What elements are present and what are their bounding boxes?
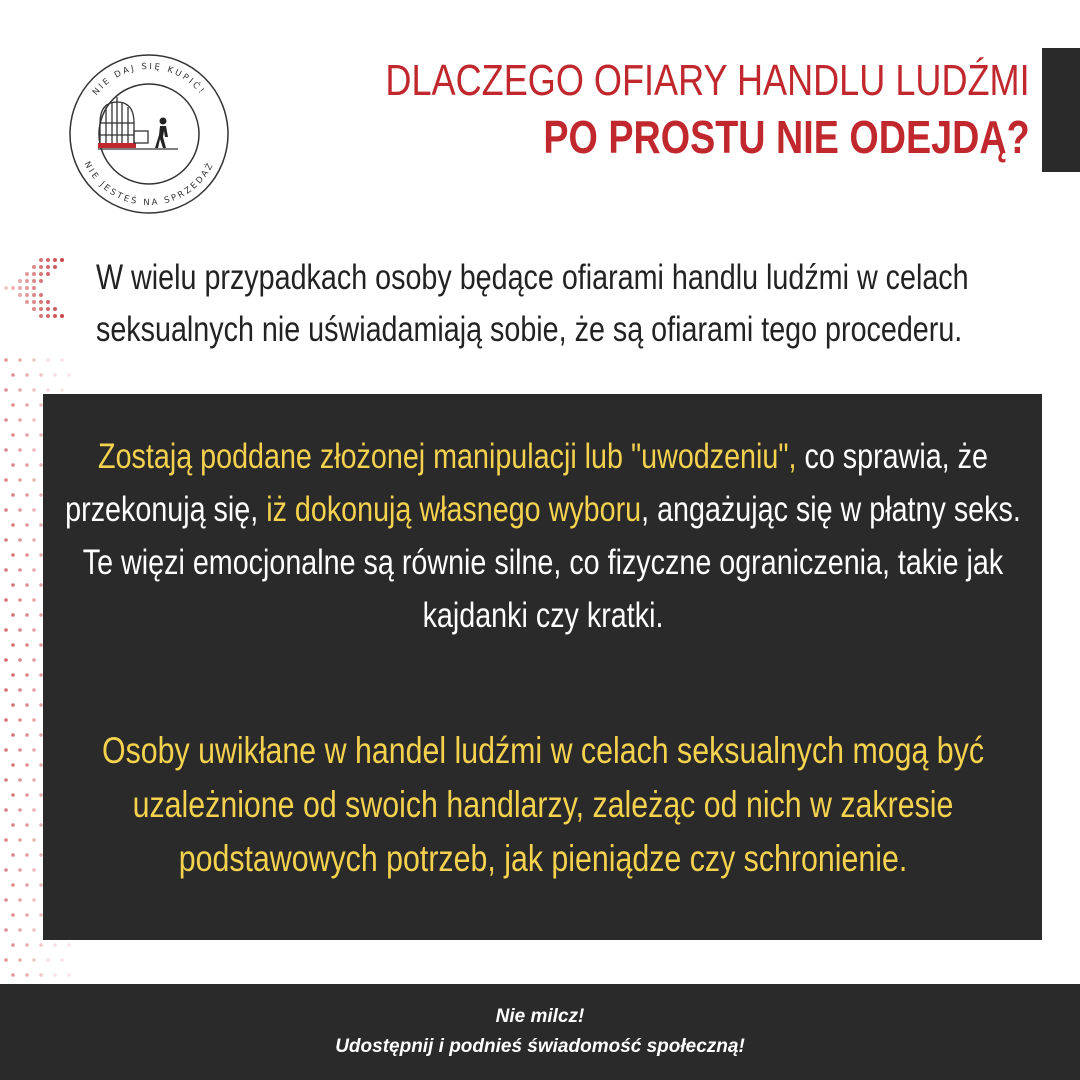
paragraph-2-text: Osoby uwikłane w handel ludźmi w celach seksualnych mogą być uzależnione od swoich handlarzy, zależąc od nich w zakresie podstawowych potrzeb, jak pieniądze czy schronienie. (102, 730, 984, 879)
logo-top-text: NIE DAJ SIĘ KUPIĆ! (90, 61, 208, 98)
highlight-manipulation: Zostają poddane złożonej manipulacji lub "uwodzeniu", (98, 437, 797, 476)
cage-base (98, 143, 136, 148)
footer-banner (0, 984, 1080, 1080)
paragraph-1-text-b: , angażując się w płatny seks. Te więzi emocjonalne są równie silne, co fizyczne ograniczenia, takie jak kajdanki czy kratki. (82, 490, 1021, 635)
footer-line-2: Udostępnij i podnieś świadomość społeczną! (335, 1036, 745, 1057)
intro-text: W wielu przypadkach osoby będące ofiarami handlu ludźmi w celach seksualnych nie uświadamiają sobie, że są ofiarami tego procederu. (96, 258, 969, 349)
logo-bottom-text: NIE JESTEŚ NA SPRZEDAŻ (81, 160, 217, 209)
title-line-1: DLACZEGO OFIARY HANDLU LUDŹMI (385, 56, 1030, 105)
title-line-2: PO PROSTU NIE ODEJDĄ? (543, 111, 1030, 163)
walking-person-icon (155, 118, 168, 149)
side-accent-bar (1042, 48, 1080, 172)
cage-door (134, 131, 148, 143)
panel-paragraph-1 (43, 430, 1042, 642)
paragraph-1-text-a: co sprawia, że przekonują się, (65, 437, 988, 529)
footer-line-1: Nie milcz! (495, 1006, 585, 1027)
panel-paragraph-2 (43, 724, 1042, 886)
highlight-own-choice: iż dokonują własnego wyboru (266, 490, 642, 529)
page-title (244, 55, 1030, 167)
logo (60, 45, 238, 223)
bird-cage-icon (100, 97, 134, 147)
logo-ring (60, 45, 238, 223)
info-panel (43, 394, 1042, 940)
